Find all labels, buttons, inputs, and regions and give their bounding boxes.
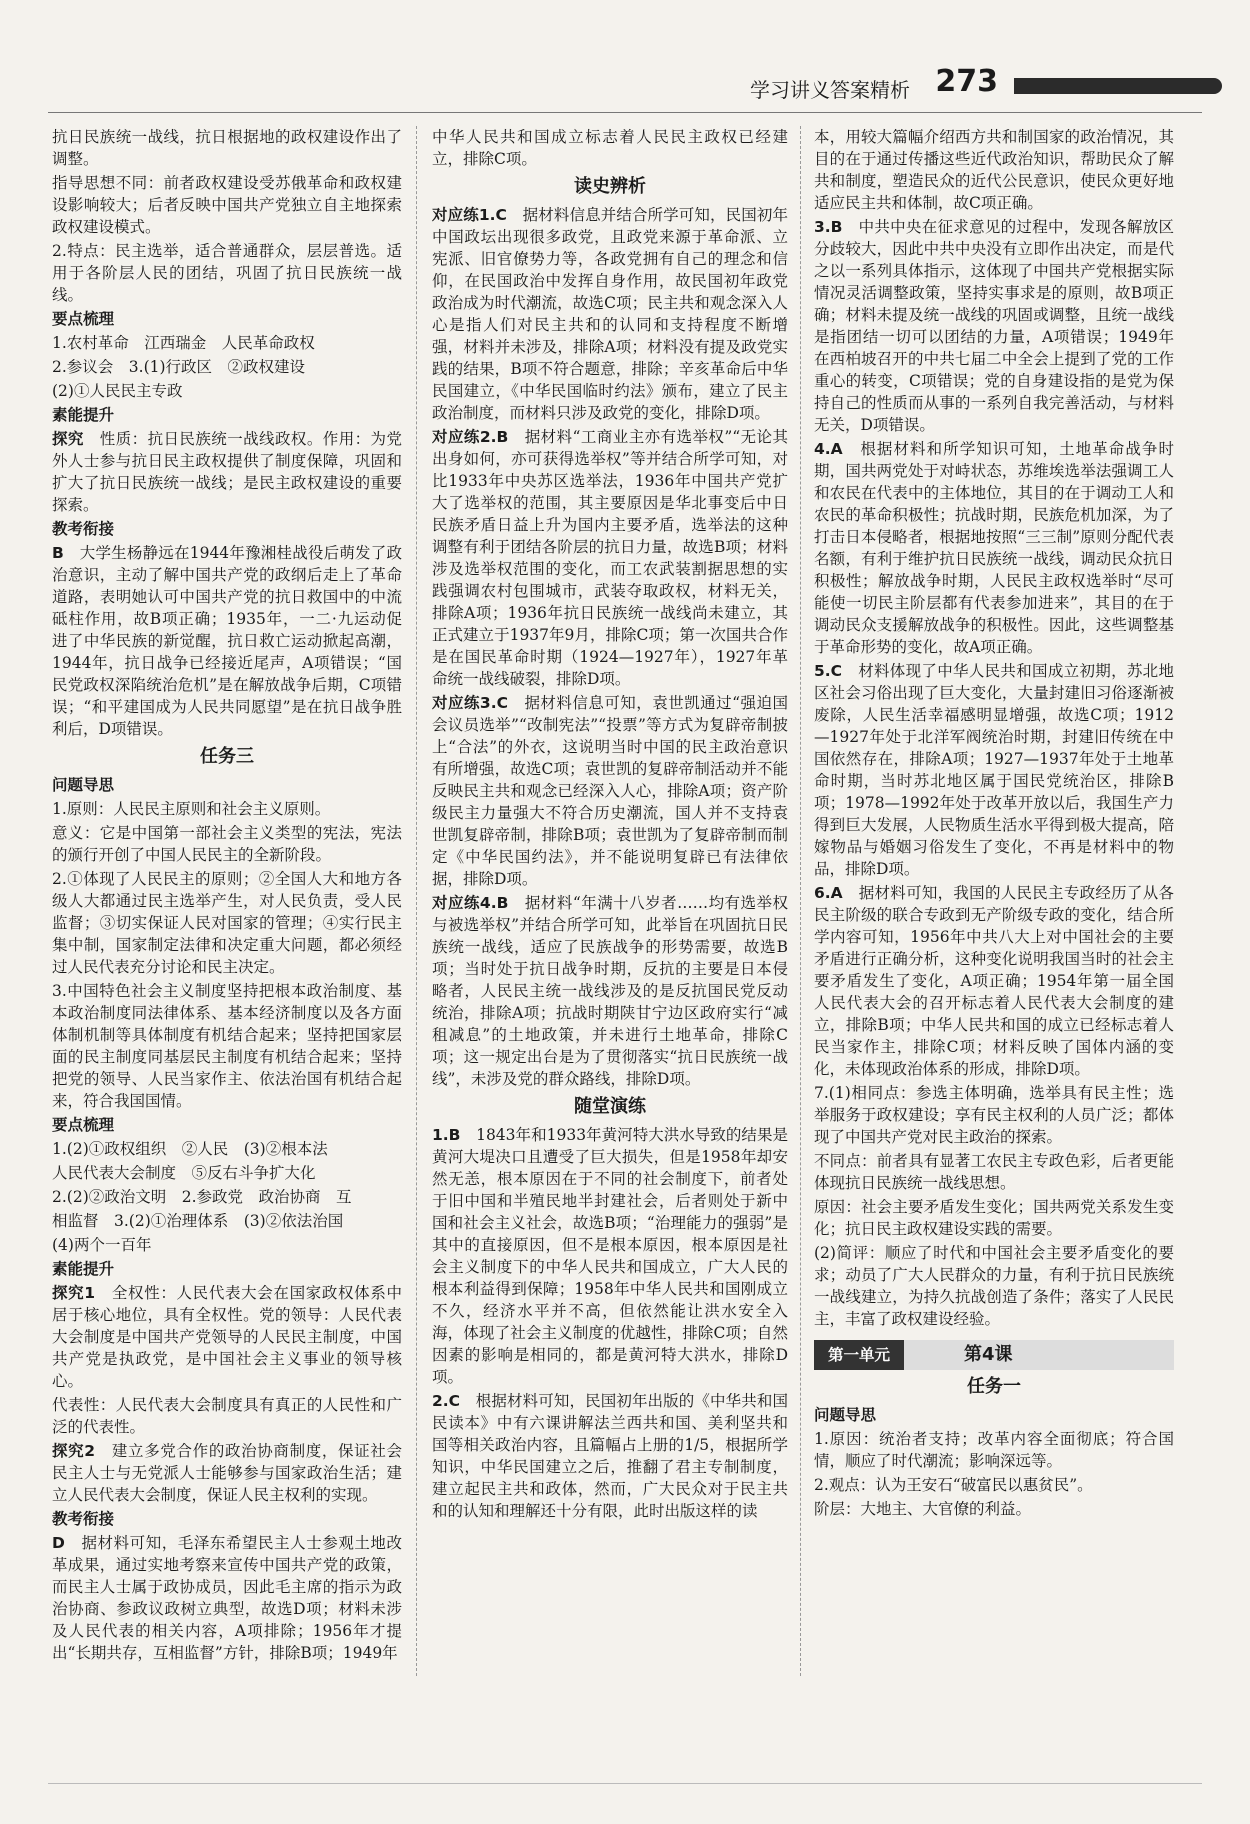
- text: 据材料“工商业主亦有选举权”“无论其出身如何，亦可获得选举权”等并结合所学可知，对比1933年中央苏区选举法，1936年中国共产党扩大了选举权的范围，其主要原因是华北事变后中日民族矛盾日益上升为国内主要矛盾，选举法的这种调整有利于团结各阶层的抗日力量，故选B项；材料涉及选举权范围的变化，而工农武装割据思想的实践强调农村包围城市，武装夺取政权，材料无关，排除A项；1936年抗日民族统一战线尚未建立，其正式建立于1937年9月，排除C项；第一次国共合作是在国民革命时期（1924—1927年），1927年革命统一战线破裂，排除D项。: [432, 428, 788, 688]
- paragraph: 1.原因：统治者支持；改革内容全面彻底；符合国情，顺应了时代潮流；影响深远等。: [814, 1430, 1174, 1470]
- paragraph: [52, 1532, 402, 1664]
- column-1: [52, 126, 402, 1666]
- label: 探究2: [52, 1442, 96, 1460]
- paragraph: [52, 428, 402, 516]
- label: 3.B: [814, 218, 843, 236]
- text: 据材料可知，我国的人民民主专政经历了从各民主阶级的联合专政到无产阶级专政的变化，结合所学内容可知，1956年中共八大上对中国社会的主要矛盾进行正确分析，这种变化说明我国当时的社会主要矛盾发生了变化，A项正确；1954年第一届全国人民代表大会的召开标志着人民代表大会制度的建立，排除B项；中华人民共和国的成立已经标志着人民当家作主，排除C项；材料反映了国体内涵的变化，未体现政治体系的形成，排除D项。: [814, 884, 1174, 1078]
- unit-banner: [814, 1340, 1174, 1370]
- task-heading: 任务一: [967, 1376, 1021, 1397]
- paragraph: [52, 1440, 402, 1506]
- paragraph: 2.(2)②政治文明 2.参政党 政治协商 互: [52, 1188, 352, 1206]
- header-rule: [48, 112, 1202, 113]
- paragraph: 阶层：大地主、大官僚的利益。: [814, 1500, 1032, 1518]
- column-2: [432, 126, 788, 1524]
- column-divider: [416, 126, 417, 1676]
- column-divider: [800, 126, 801, 1676]
- paragraph: 2.参议会 3.(1)行政区 ②政权建设: [52, 358, 306, 376]
- paragraph: 本，用较大篇幅介绍西方共和制国家的政治情况，其目的在于通过传播这些近代政治知识，帮助民众了解共和制度，塑造民众的近代公民意识，使民众更好地适应民主共和体制，故C项正确。: [814, 128, 1174, 212]
- label: 6.A: [814, 884, 843, 902]
- paragraph: [814, 216, 1174, 436]
- text: 据材料可知，毛泽东希望民主人士参观土地改革成果，通过实地考察来宣传中国共产党的政策，而民主人士属于政协成员，因此毛主席的指示为政治协商、参政议政树立典型，故选D项；材料未涉及人民代表的相关内容，A项排除；1956年才提出“长期共存，互相监督”方针，排除B项；1949年: [52, 1534, 402, 1662]
- text: 根据材料和所学知识可知，土地革命战争时期，国共两党处于对峙状态，苏维埃选举法强调工人和农民在代表中的主体地位，其目的在于调动工人和农民的革命积极性；抗战时期，民族危机加深，为了打击日本侵略者，根据地按照“三三制”原则分配代表名额，有利于维护抗日民族统一战线，调动民众抗日积极性；解放战争时期，人民民主政权选举时“尽可能使一切民主阶层都有代表参加进来”，其目的在于调动民众支援解放战争的积极性。因此，这些调整基于革命形势的变化，故A项正确。: [814, 440, 1174, 656]
- label: 对应练1.C: [432, 206, 507, 224]
- paragraph: 不同点：前者具有显著工农民主专政色彩，后者更能体现抗日民族统一战线思想。: [814, 1152, 1174, 1192]
- section-title: 随堂演练: [574, 1096, 646, 1117]
- paragraph: (2)①人民民主专政: [52, 382, 183, 400]
- label: 对应练3.C: [432, 694, 508, 712]
- section-heading: 问题导思: [52, 776, 115, 794]
- label: B: [52, 544, 64, 562]
- label: 探究1: [52, 1284, 96, 1302]
- unit-label: 第一单元: [814, 1340, 904, 1370]
- paragraph: 2.特点：民主选举，适合普通群众，层层普选。适用于各阶层人民的团结，巩固了抗日民族统一战线。: [52, 242, 402, 304]
- paragraph: [814, 882, 1174, 1080]
- label: 5.C: [814, 662, 843, 680]
- paragraph: (4)两个一百年: [52, 1236, 152, 1254]
- label: 探究: [52, 430, 84, 448]
- paragraph: [432, 692, 788, 890]
- text: 性质：抗日民族统一战线政权。作用：为党外人士参与抗日民主政权提供了制度保障，巩固和扩大了抗日民族统一战线；是民主政权建设的重要探索。: [52, 430, 402, 514]
- label: 4.A: [814, 440, 843, 458]
- paragraph: 相监督 3.(2)①治理体系 (3)②依法治国: [52, 1212, 344, 1230]
- column-3: [814, 126, 1174, 1522]
- paragraph: 意义：它是中国第一部社会主义类型的宪法，宪法的颁行开创了中国人民民主的全新阶段。: [52, 824, 402, 864]
- label: 2.C: [432, 1392, 461, 1410]
- paragraph: 7.(1)相同点：参选主体明确，选举具有民主性；选举服务于政权建设；享有民主权利的人员广泛；都体现了中国共产党对民主政治的探索。: [814, 1084, 1174, 1146]
- paragraph: [432, 892, 788, 1090]
- text: 据材料信息并结合所学可知，民国初年中国政坛出现很多政党，且政党来源于革命派、立宪派、旧官僚势力等，各政党拥有自己的理念和信仰，在民国政治中发挥自身作用，故民国初年政党政治成为时代潮流，故选C项；民主共和观念深入人心是指人们对民主共和的认同和支持程度不断增强，材料并未涉及，排除A项；材料没有提及政党实践的结果，B项不符合题意，排除；辛亥革命后中华民国建立，《中华民国临时约法》颁布，建立了民主政治制度，而材料只涉及政党的变化，排除D项。: [432, 206, 788, 422]
- section-heading: 教考衔接: [52, 520, 115, 538]
- header-decoration-bar: [1014, 78, 1222, 94]
- paragraph: 3.中国特色社会主义制度坚持把根本政治制度、基本政治制度同法律体系、基本经济制度以及各方面体制机制等具体制度有机结合起来；坚持把国家层面的民主制度同基层民主制度有机结合起来；坚持把党的领导、人民当家作主、依法治国有机结合起来，符合我国国情。: [52, 982, 402, 1110]
- paragraph: [814, 660, 1174, 880]
- text: 全权性：人民代表大会在国家政权体系中居于核心地位，具有全权性。党的领导：人民代表大会制度是中国共产党领导的人民民主制度，中国共产党是执政党，是中国社会主义事业的领导核心。: [52, 1284, 402, 1390]
- section-heading: 要点梳理: [52, 310, 115, 328]
- paragraph: 2.①体现了人民民主的原则；②全国人大和地方各级人大都通过民主选举产生，对人民负责，受人民监督；③切实保证人民对国家的管理；④实行民主集中制，国家制定法律和决定重大问题，都必须经过人民代表充分讨论和民主决定。: [52, 870, 402, 976]
- paragraph: [52, 1282, 402, 1392]
- paragraph: 人民代表大会制度 ⑤反右斗争扩大化: [52, 1164, 316, 1182]
- section-heading: 素能提升: [52, 1260, 115, 1278]
- header-title: 学习讲义答案精析: [750, 78, 910, 102]
- text: 中共中央在征求意见的过程中，发现各解放区分歧较大，因此中共中央没有立即作出决定，而是代之以一系列具体指示，这体现了中国共产党根据实际情况灵活调整政策，坚持实事求是的原则，故B项正确；材料未提及统一战线的巩固或调整，且统一战线是指团结一切可以团结的力量，A项错误；1949年在西柏坡召开的中共七届二中全会上提到了党的工作重心的转变，C项错误；党的自身建设指的是党为保持自己的性质而从事的一系列自我完善活动，与材料无关，D项错误。: [814, 218, 1174, 434]
- page-number: 273: [935, 64, 998, 99]
- paragraph: [432, 204, 788, 424]
- label: 1.B: [432, 1126, 461, 1144]
- paragraph: 1.(2)①政权组织 ②人民 (3)②根本法: [52, 1140, 328, 1158]
- text: 据材料“年满十八岁者……均有选举权与被选举权”并结合所学可知，此举旨在巩固抗日民族统一战线，适应了民族战争的形势需要，故选B项；当时处于抗日战争时期，反抗的主要是日本侵略者，人民民主统一战线涉及的是反抗国民党反动统治，排除A项；抗战时期陕甘宁边区政府实行“减租减息”的土地政策，并未进行土地革命，排除C项；这一规定出台是为了贯彻落实“抗日民族统一战线”，未涉及党的群众路线，排除D项。: [432, 894, 788, 1088]
- paragraph: 1.农村革命 江西瑞金 人民革命政权: [52, 334, 315, 352]
- paragraph: [432, 1390, 788, 1522]
- text: 根据材料可知，民国初年出版的《中华共和国民读本》中有六课讲解法兰西共和国、美利坚共和国等相关政治内容，且篇幅占上册的1/5，根据所学知识，中华民国建立之后，推翻了君主专制制度，建立起民主共和政体，然而，广大民众对于民主共和的认知和理解还十分有限，此时出版这样的读: [432, 1392, 788, 1520]
- paragraph: [432, 426, 788, 690]
- paragraph: 原因：社会主要矛盾发生变化；国共两党关系发生变化；抗日民主政权建设实践的需要。: [814, 1198, 1174, 1238]
- paragraph: [52, 542, 402, 740]
- section-heading: 要点梳理: [52, 1116, 115, 1134]
- paragraph: (2)简评：顺应了时代和中国社会主要矛盾变化的要求；动员了广大人民群众的力量，有利于抗日民族统一战线建立，为持久抗战创造了条件；落实了人民民主，丰富了政权建设经验。: [814, 1244, 1174, 1328]
- paragraph: 代表性：人民代表大会制度具有真正的人民性和广泛的代表性。: [52, 1396, 402, 1436]
- section-title: 读史辨析: [574, 176, 646, 197]
- text: 材料体现了中华人民共和国成立初期，苏北地区社会习俗出现了巨大变化，大量封建旧习俗逐渐被废除，人民生活幸福感明显增强，故选C项；1912—1927年处于北洋军阀统治时期，封建旧传统在中国依然存在，排除A项；1927—1937年处于土地革命时期，当时苏北地区属于国民党统治区，排除B项；1978—1992年处于改革开放以后，我国生产力得到巨大发展，人民物质生活水平得到极大提高，陪嫁物品与婚姻习俗发生了变化，不再是材料中的物品，排除D项。: [814, 662, 1174, 878]
- label: D: [52, 1534, 65, 1552]
- footer-rule: [48, 1783, 1202, 1784]
- task-heading: 任务三: [200, 746, 254, 767]
- paragraph: [432, 1124, 788, 1388]
- paragraph: 指导思想不同：前者政权建设受苏俄革命和政权建设影响较大；后者反映中国共产党独立自主地探索政权建设模式。: [52, 174, 402, 236]
- label: 对应练4.B: [432, 894, 509, 912]
- paragraph: 中华人民共和国成立标志着人民民主政权已经建立，排除C项。: [432, 128, 788, 168]
- paragraph: 1.原则：人民民主原则和社会主义原则。: [52, 800, 331, 818]
- section-heading: 教考衔接: [52, 1510, 115, 1528]
- section-heading: 素能提升: [52, 406, 115, 424]
- paragraph: 2.观点：认为王安石“破富民以惠贫民”。: [814, 1476, 1093, 1494]
- section-heading: 问题导思: [814, 1406, 877, 1424]
- lesson-label: 第4课: [964, 1344, 1013, 1365]
- paragraph: [814, 438, 1174, 658]
- text: 据材料信息可知，袁世凯通过“强迫国会议员选举”“改制宪法”“投票”等方式为复辟帝制披上“合法”的外衣，这说明当时中国的民主政治意识有所增强，故选C项；袁世凯的复辟帝制活动并不能反映民主共和观念已经深入人心，排除A项；资产阶级民主力量强大不符合历史潮流，国人并不支持袁世凯复辟帝制，排除B项；袁世凯为了复辟帝制而制定《中华民国约法》，并不能说明复辟已有法律依据，排除D项。: [432, 694, 788, 888]
- paragraph: 抗日民族统一战线，抗日根据地的政权建设作出了调整。: [52, 128, 402, 168]
- text: 建立多党合作的政治协商制度，保证社会民主人士与无党派人士能够参与国家政治生活；建立人民代表大会制度，保证人民主权利的实现。: [52, 1442, 402, 1504]
- label: 对应练2.B: [432, 428, 509, 446]
- text: 大学生杨静远在1944年豫湘桂战役后萌发了政治意识，主动了解中国共产党的政纲后走上了革命道路，表明她认可中国共产党的抗日救国中的中流砥柱作用，故B项正确；1935年，一二·九运动促进了中华民族的新觉醒，抗日救亡运动掀起高潮，1944年，抗日战争已经接近尾声，A项错误；“国民党政权深陷统治危机”是在解放战争后期，C项错误；“和平建国成为人民共同愿望”是在抗日战争胜利后，D项错误。: [52, 544, 402, 738]
- text: 1843年和1933年黄河特大洪水导致的结果是黄河大堤决口且遭受了巨大损失，但是1958年却安然无恙，根本原因在于不同的社会制度下，前者处于旧中国和半殖民地半封建社会，后者则处于新中国和社会主义社会，故选B项；“治理能力的强弱”是其中的直接原因，但不是根本原因，根本原因是社会主义制度下的中华人民共和国成立，广大人民的根本利益得到保障；1958年中华人民共和国刚成立不久，经济水平并不高，但依然能让洪水安全入海，体现了社会主义制度的优越性，排除C项；自然因素的影响是相同的，都是黄河特大洪水，排除D项。: [432, 1126, 788, 1386]
